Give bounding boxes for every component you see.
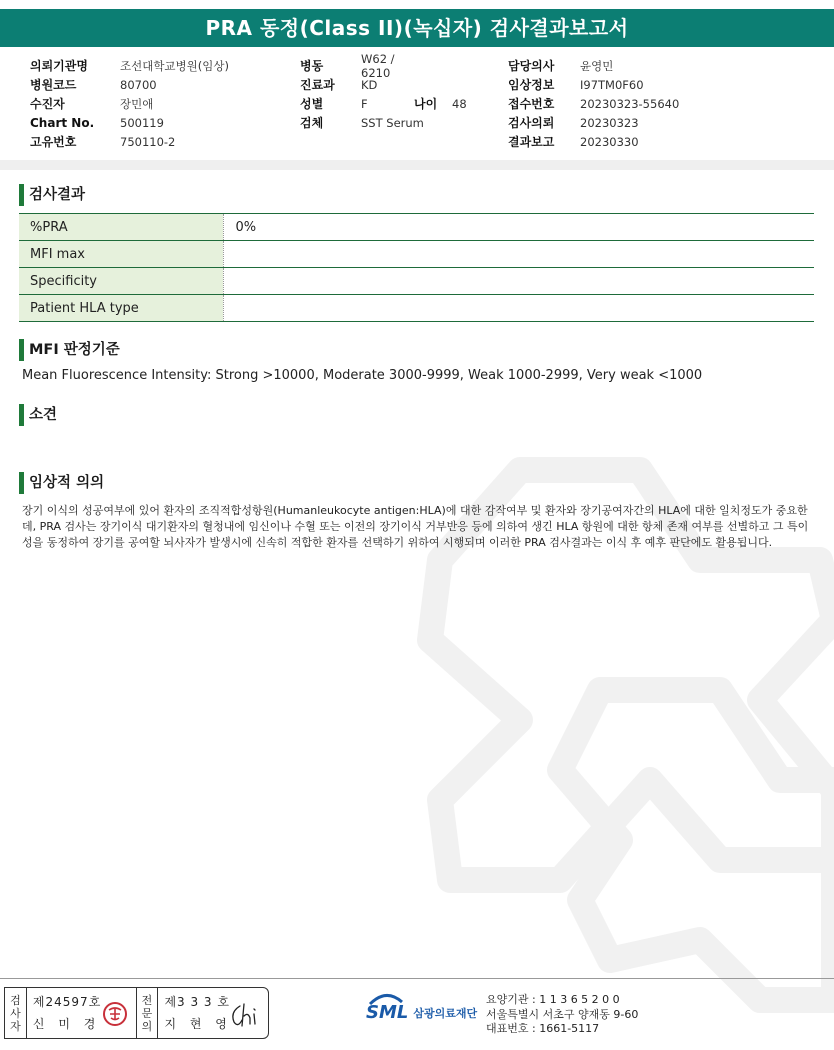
results-heading: 검사결과 [19,184,85,206]
specialist-license-no: 제3 3 3 호 [164,995,230,1009]
seal-stamp-icon [102,1001,128,1027]
result-value [223,241,814,268]
patient-name-label: 수진자 [30,97,65,111]
specimen-value: SST Serum [361,115,424,130]
table-row [19,214,814,241]
ward-value: W62 / 6210 [361,51,395,80]
patient-name-value: 장민애 [120,96,154,111]
info-row-specimen [300,113,482,132]
department-label: 진료과 [300,78,335,92]
table-row [19,268,814,295]
mfi-heading: MFI 판정기준 [19,339,120,361]
clinical-significance-text: 장기 이식의 성공여부에 있어 환자의 조직적합성항원(Humanleukocyte antigen:HLA)에 대한 감작여부 및 환자와 장기공여자간의 HLA에 대한 일치정도가 중요한데, PRA 검사는 장기이식 대기환자의 혈청내에 임신이나 수혈 또는 이전의 장기이식 거부반응 등에 의하여 생긴 HLA 항원에 대한 항체 존재 여부를 선별하고 그 특이성을 동정하여 장기를 공여할 뇌사자가 발생시에 신속히 적합한 환자를 선택하기 위하여 시행되며 이러한 PRA 검사결과는 이식 후 예후 판단에도 활용됩니다. [22,504,809,549]
table-row [19,295,814,322]
receipt-no-value: 20230323-55640 [580,96,680,111]
request-date-value: 20230323 [580,115,639,130]
examiner-license-no: 제24597호 [32,995,102,1009]
doctor-label: 담당의사 [508,59,555,73]
examiner-role-label: 검 사 자 [5,988,27,1038]
info-row-department [300,75,482,94]
table-row [19,241,814,268]
institution-label: 의뢰기관명 [30,59,88,73]
department-value: KD [361,77,378,92]
examiner-cell [27,988,137,1038]
clinical-info-label: 임상정보 [508,78,555,92]
info-row-report-date [508,132,700,151]
request-date-label: 검사의뢰 [508,116,555,130]
logo-text: SML [366,1002,409,1023]
footer-divider [0,978,834,979]
care-institution-code: 요양기관 : 1 1 3 6 5 2 0 0 [486,993,620,1006]
report-title: PRA 동정(Class II)(녹십자) 검사결과보고서 [0,9,834,47]
header-divider [0,160,834,170]
institution-value: 조선대학교병원(임상) [120,58,229,73]
age-label: 나이 [414,97,438,111]
report-date-value: 20230330 [580,134,639,149]
specialist-role-label: 전 문 의 [137,988,159,1038]
result-label: Specificity [19,268,223,295]
mfi-criteria-text: Mean Fluorescence Intensity: Strong >10000, Moderate 3000-9999, Weak 1000-2999, Very weak <1000 [22,368,703,383]
report-date-label: 결과보고 [508,135,555,149]
doctor-value: 윤영민 [580,58,614,73]
info-row-clinical-info [508,75,700,94]
info-row-receipt-no [508,94,700,113]
info-row-chart-no [30,113,280,132]
patient-info-right [508,56,700,151]
org-phone: 대표번호 : 1661-5117 [486,1022,600,1035]
result-value: 0% [223,214,814,241]
unique-id-value: 750110-2 [120,134,176,149]
age-value: 48 [452,96,467,111]
result-label: MFI max [19,241,223,268]
sex-value: F [361,96,368,111]
result-value [223,268,814,295]
result-value [223,295,814,322]
specimen-label: 검체 [300,116,324,130]
info-row-patient [30,94,280,113]
sml-logo [366,994,477,1023]
chart-no-value: 500119 [120,115,164,130]
examiner-name: 신 미 경 [32,1017,101,1031]
footer-contact [486,993,638,1037]
results-table [19,213,814,322]
org-address: 서울특별시 서초구 양재동 9-60 [486,1007,639,1021]
clinical-heading: 임상적 의의 [19,472,104,494]
signature-icon [226,1000,262,1030]
specialist-name: 지 현 영 [164,1017,232,1031]
info-row-sex-age [300,94,482,113]
signature-box [4,987,269,1039]
info-row-request-date [508,113,700,132]
sex-label: 성별 [300,97,324,111]
org-name: 삼광의료재단 [413,1006,478,1020]
info-row-unique-id [30,132,280,151]
chart-no-label: Chart No. [30,115,95,130]
opinion-heading: 소견 [19,404,57,426]
result-label: %PRA [19,214,223,241]
hospital-code-value: 80700 [120,77,157,92]
ward-label: 병동 [300,59,324,73]
patient-info-middle [300,51,482,132]
result-label: Patient HLA type [19,295,223,322]
unique-id-label: 고유번호 [30,135,77,149]
patient-info-left [30,56,280,151]
info-row-doctor [508,56,700,75]
sml-swoosh-icon [366,990,409,1024]
info-row-hospital-code [30,75,280,94]
hospital-code-label: 병원코드 [30,78,77,92]
info-row-ward [300,51,482,80]
info-row-institution [30,56,280,75]
receipt-no-label: 접수번호 [508,97,555,111]
specialist-cell [158,988,268,1038]
clinical-info-value: I97TM0F60 [580,77,644,92]
